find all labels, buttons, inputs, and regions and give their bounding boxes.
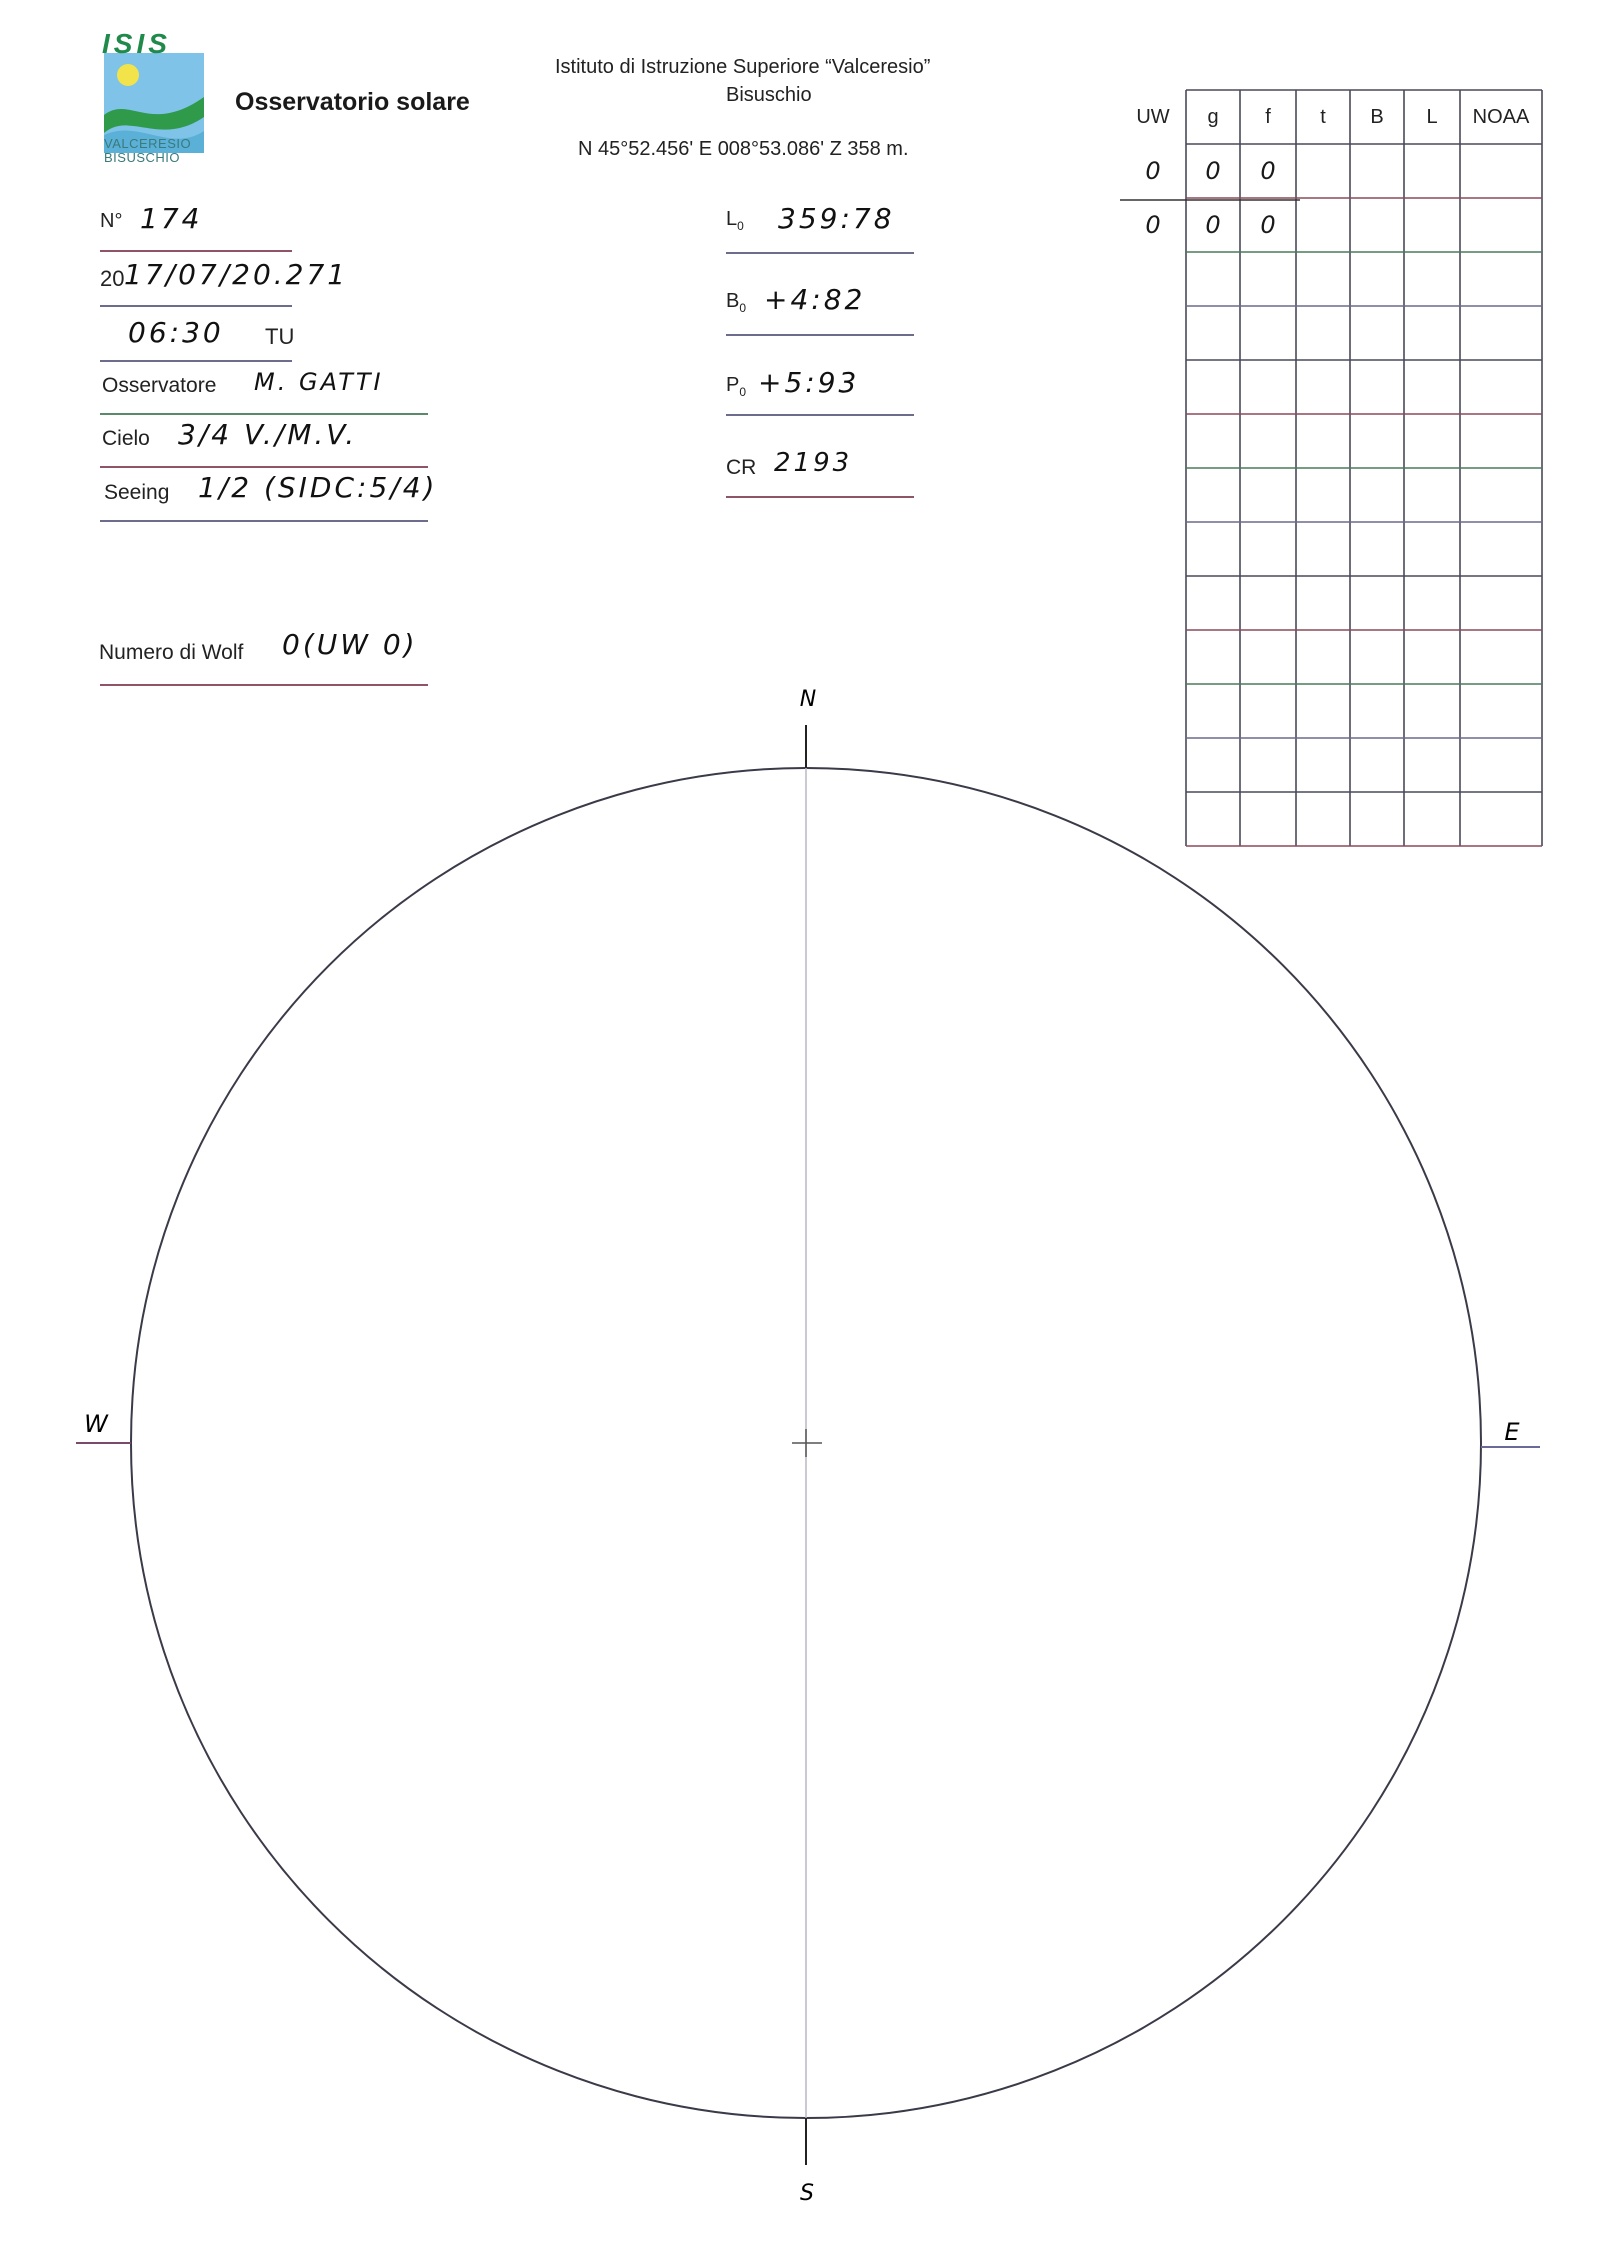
b0-value: +4:82 <box>764 283 866 316</box>
table-cell-uw: 0 <box>1145 157 1161 185</box>
wolf-label: Numero di Wolf <box>99 641 244 664</box>
number-label: N° <box>100 210 123 232</box>
number-value: 174 <box>140 202 203 235</box>
table-header-noaa: NOAA <box>1472 106 1530 128</box>
west-label: W <box>84 1410 108 1438</box>
observer-value: M. GATTI <box>254 368 384 396</box>
date-prefix: 20 <box>100 266 125 291</box>
time-value: 06:30 <box>128 316 224 349</box>
south-label: S <box>800 2181 814 2206</box>
wolf-value: 0(UW 0) <box>282 628 418 661</box>
time-unit: TU <box>265 324 295 349</box>
sky-value: 3/4 V./M.V. <box>178 418 358 451</box>
east-label: E <box>1504 1418 1520 1446</box>
cr-label: CR <box>726 456 757 479</box>
sky-label: Cielo <box>102 427 150 450</box>
p0-label: $P_0$ <box>726 374 747 399</box>
table-header-g: g <box>1207 106 1219 128</box>
table-header-f: f <box>1265 106 1271 128</box>
table-header-t: t <box>1320 106 1326 128</box>
table-cell: 0 <box>1260 211 1276 239</box>
table-cell: 0 <box>1205 157 1221 185</box>
observer-label: Osservatore <box>102 374 217 397</box>
north-label: N <box>799 687 817 712</box>
table-header-b: B <box>1370 106 1384 128</box>
table-cell: 0 <box>1260 157 1276 185</box>
seeing-value: 1/2 (SIDC:5/4) <box>198 471 438 504</box>
logo-subtitle-2: BISUSCHIO <box>104 150 181 165</box>
institute-town: Bisuschio <box>726 84 812 106</box>
l0-label: $L_0$ <box>726 208 744 233</box>
seeing-label: Seeing <box>104 481 170 504</box>
p0-value: +5:93 <box>758 366 860 399</box>
site-coordinates: N 45°52.456' E 008°53.086' Z 358 m. <box>578 138 909 160</box>
institute-name: Istituto di Istruzione Superiore “Valceresio” <box>555 56 931 78</box>
table-header-uw: UW <box>1136 106 1170 128</box>
table-cell-uw: 0 <box>1145 211 1161 239</box>
table-header-l: L <box>1426 106 1438 128</box>
table-cell: 0 <box>1205 211 1221 239</box>
logo-text: ISIS <box>102 28 171 59</box>
date-value: 17/07/20.271 <box>124 258 349 291</box>
logo-subtitle-1: VALCERESIO <box>104 136 192 151</box>
observatory-title: Osservatorio solare <box>235 88 470 116</box>
cr-value: 2193 <box>774 448 853 478</box>
b0-label: $B_0$ <box>726 290 747 315</box>
l0-value: 359:78 <box>778 202 895 235</box>
